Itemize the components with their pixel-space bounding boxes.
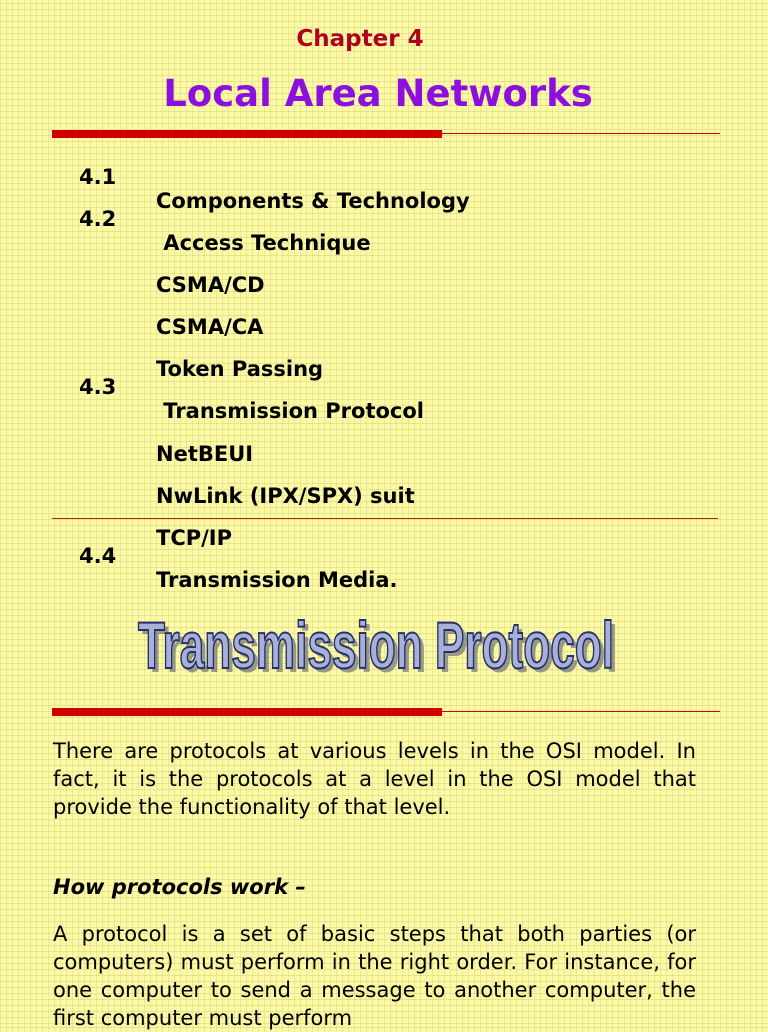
- wordart-text: Transmission Protocol: [138, 608, 614, 682]
- wordart-shadow: Transmission Protocol: [142, 612, 618, 686]
- toc-number: 4.3: [79, 375, 117, 399]
- chapter-label: Chapter 4: [296, 26, 424, 52]
- toc-text: NetBEUI: [156, 442, 254, 466]
- toc-text: Token Passing: [156, 357, 324, 381]
- page-title: Local Area Networks: [163, 72, 593, 115]
- toc-text: Transmission Media.: [156, 568, 398, 592]
- body-paragraph: A protocol is a set of basic steps that both parties (or computers) must perform in the right order. For instance, for one computer to send a message to another computer, the first computer must perform: [53, 922, 696, 1030]
- toc-text: NwLink (IPX/SPX) suit: [156, 484, 415, 508]
- toc-item: [0, 394, 254, 466]
- subheading: How protocols work –: [53, 875, 306, 899]
- wordart-heading: [52, 600, 720, 686]
- toc-text: Access Technique: [156, 231, 371, 255]
- divider-thin: [52, 518, 718, 519]
- toc-number: 4.2: [79, 207, 117, 231]
- toc-number: 4.4: [79, 544, 117, 568]
- toc-number: 4.1: [79, 165, 117, 189]
- toc-item: [0, 478, 233, 550]
- intro-paragraph: There are protocols at various levels in the OSI model. In fact, it is the protocols at a level in the OSI model that provide the functionality of that level.: [53, 739, 696, 819]
- toc-text: CSMA/CA: [156, 315, 264, 339]
- toc-item: [0, 141, 470, 213]
- toc-text: TCP/IP: [156, 526, 233, 550]
- divider-middle: [52, 708, 720, 717]
- toc-text: Transmission Protocol: [156, 399, 424, 423]
- toc-text: CSMA/CD: [156, 273, 265, 297]
- toc-text: Components & Technology: [156, 189, 470, 213]
- divider-top: [52, 130, 720, 139]
